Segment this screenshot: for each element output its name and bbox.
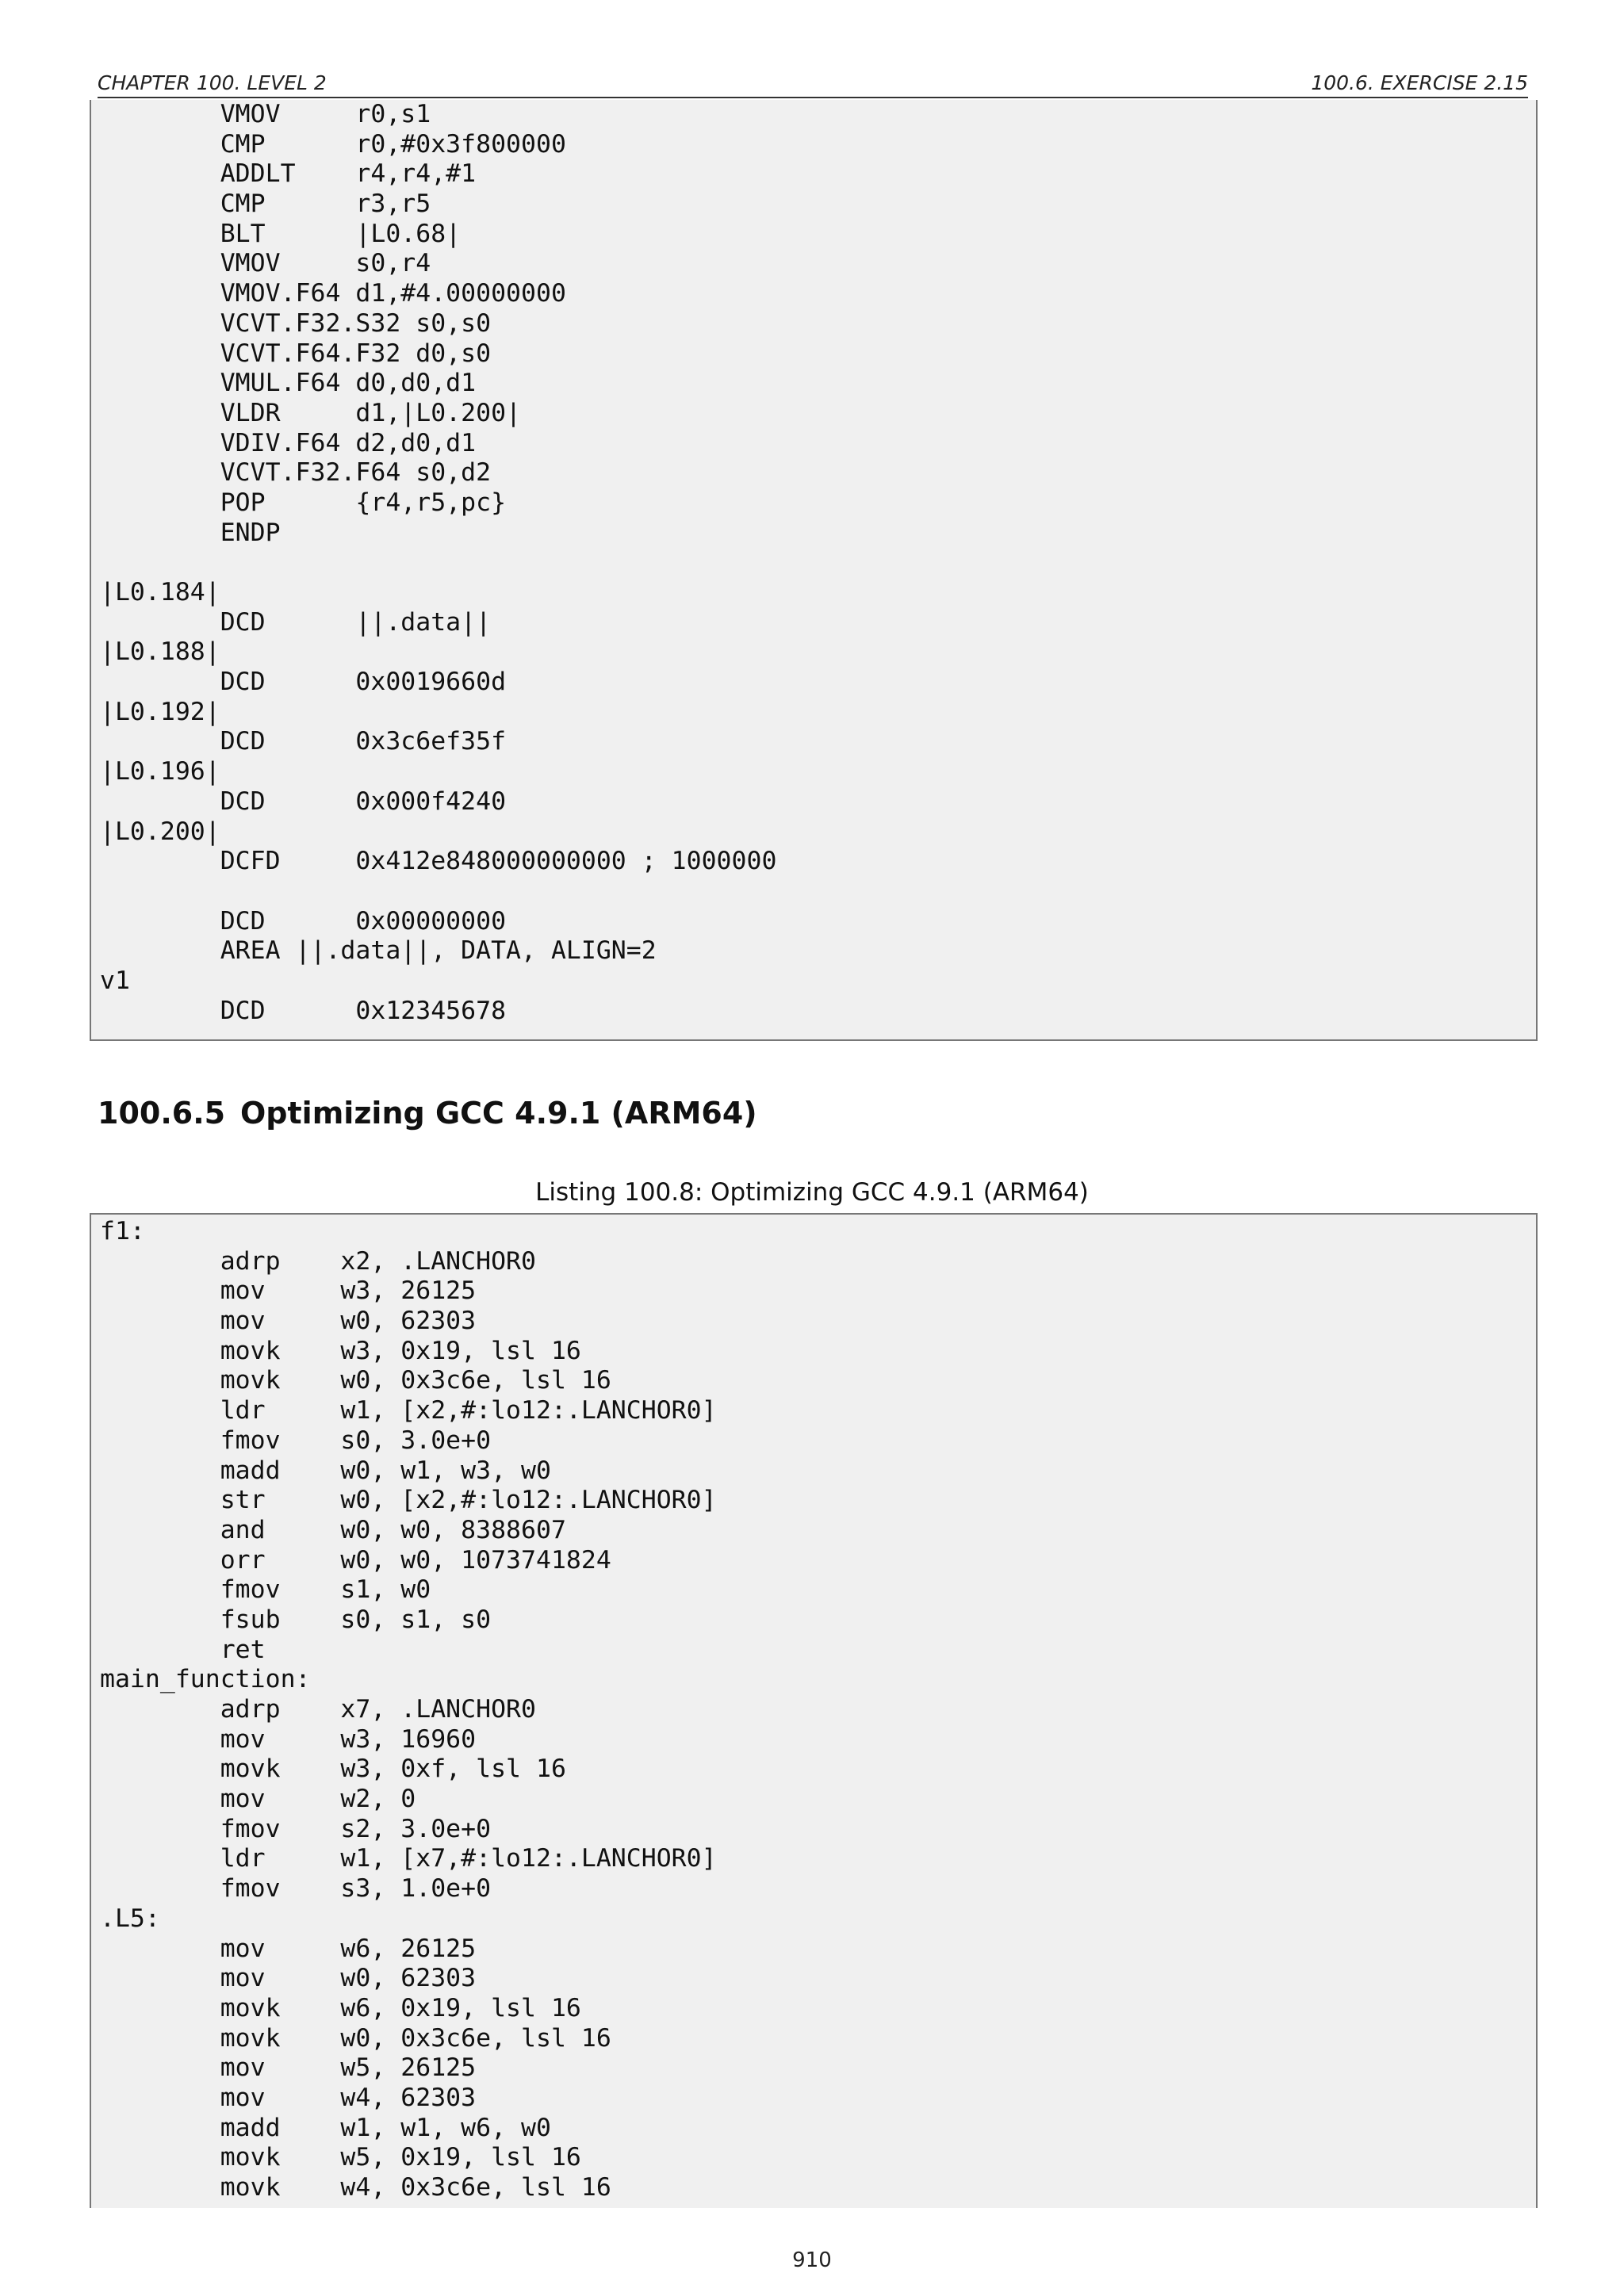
code-line: orr w0, w0, 1073741824 — [100, 1545, 611, 1575]
code-line: mov w2, 0 — [100, 1785, 416, 1814]
code-line: movk w3, 0xf, lsl 16 — [100, 1755, 566, 1784]
code-line: ret — [100, 1635, 266, 1664]
code-line: ldr w1, [x2,#:lo12:.LANCHOR0] — [100, 1396, 717, 1425]
code-line: ENDP — [100, 518, 281, 547]
code-line: madd w0, w1, w3, w0 — [100, 1456, 551, 1485]
code-line: CMP r3,r5 — [100, 189, 431, 219]
code-line: DCD ||.data|| — [100, 607, 492, 637]
code-line: mov w4, 62303 — [100, 2083, 477, 2112]
code-line: fsub s0, s1, s0 — [100, 1605, 492, 1634]
code-line: mov w3, 16960 — [100, 1724, 477, 1754]
section-header: 100.6. EXERCISE 2.15 — [1311, 71, 1528, 94]
code-line: movk w0, 0x3c6e, lsl 16 — [100, 2023, 611, 2053]
code-line: CMP r0,#0x3f800000 — [100, 129, 566, 159]
code-line: fmov s2, 3.0e+0 — [100, 1814, 492, 1843]
code-line — [100, 877, 1536, 907]
code-line: VCVT.F32.F64 s0,d2 — [100, 458, 492, 488]
section-title-text: Optimizing GCC 4.9.1 (ARM64) — [240, 1096, 757, 1131]
code-line: adrp x2, .LANCHOR0 — [100, 1246, 536, 1276]
code-line: |L0.196| — [100, 757, 220, 786]
code-line: VCVT.F64.F32 d0,s0 — [100, 339, 492, 368]
code-line: mov w0, 62303 — [100, 1307, 477, 1336]
code-line: POP {r4,r5,pc} — [100, 488, 507, 517]
section-heading — [98, 1096, 757, 1131]
code-line: movk w4, 0x3c6e, lsl 16 — [100, 2173, 611, 2202]
code-line: movk w5, 0x19, lsl 16 — [100, 2143, 581, 2172]
code-line: mov w3, 26125 — [100, 1276, 477, 1306]
code-line: ldr w1, [x7,#:lo12:.LANCHOR0] — [100, 1844, 717, 1873]
code-line: |L0.184| — [100, 578, 220, 607]
chapter-header: CHAPTER 100. LEVEL 2 — [98, 71, 327, 94]
code-line: mov w6, 26125 — [100, 1934, 477, 1963]
code-listing-arm-continued — [90, 100, 1538, 1041]
code-line: DCD 0x000f4240 — [100, 786, 507, 816]
code-line: |L0.192| — [100, 697, 220, 726]
code-line: movk w3, 0x19, lsl 16 — [100, 1336, 581, 1365]
code-line: and w0, w0, 8388607 — [100, 1515, 566, 1544]
code-line: str w0, [x2,#:lo12:.LANCHOR0] — [100, 1486, 717, 1515]
code-line: DCD 0x12345678 — [100, 996, 507, 1025]
code-line: DCD 0x00000000 — [100, 906, 507, 936]
code-line: adrp x7, .LANCHOR0 — [100, 1695, 536, 1724]
page-number: 910 — [792, 2248, 832, 2272]
code-line: f1: — [100, 1217, 145, 1246]
code-line: v1 — [100, 966, 130, 995]
code-line: main_function: — [100, 1665, 311, 1694]
code-line: VCVT.F32.S32 s0,s0 — [100, 308, 492, 338]
code-line: fmov s0, 3.0e+0 — [100, 1425, 492, 1455]
code-line: fmov s1, w0 — [100, 1575, 431, 1605]
code-line: VMOV r0,s1 — [100, 100, 431, 128]
code-listing-arm64 — [90, 1213, 1538, 2208]
code-line: VLDR d1,|L0.200| — [100, 398, 522, 427]
code-line: mov w0, 62303 — [100, 1964, 477, 1993]
code-line: VMOV s0,r4 — [100, 249, 431, 278]
code-line: DCD 0x3c6ef35f — [100, 727, 507, 756]
code-line — [100, 548, 1536, 578]
code-line: .L5: — [100, 1904, 160, 1933]
running-header — [98, 68, 1528, 98]
code-line: movk w6, 0x19, lsl 16 — [100, 1993, 581, 2022]
code-line: ADDLT r4,r4,#1 — [100, 159, 477, 189]
code-line: BLT |L0.68| — [100, 219, 462, 248]
code-line: VMUL.F64 d0,d0,d1 — [100, 369, 477, 398]
code-line: mov w5, 26125 — [100, 2053, 477, 2083]
code-line: movk w0, 0x3c6e, lsl 16 — [100, 1366, 611, 1395]
section-number: 100.6.5 — [98, 1096, 226, 1131]
code-line: VMOV.F64 d1,#4.00000000 — [100, 279, 566, 308]
code-line: |L0.200| — [100, 817, 220, 846]
code-line: fmov s3, 1.0e+0 — [100, 1874, 492, 1904]
code-line: AREA ||.data||, DATA, ALIGN=2 — [100, 936, 657, 966]
code-line: DCFD 0x412e848000000000 ; 1000000 — [100, 847, 777, 876]
listing-caption: Listing 100.8: Optimizing GCC 4.9.1 (ARM64) — [535, 1178, 1089, 1207]
code-line: DCD 0x0019660d — [100, 668, 507, 697]
code-line: madd w1, w1, w6, w0 — [100, 2113, 551, 2142]
code-line: |L0.188| — [100, 637, 220, 667]
code-line: VDIV.F64 d2,d0,d1 — [100, 428, 477, 457]
